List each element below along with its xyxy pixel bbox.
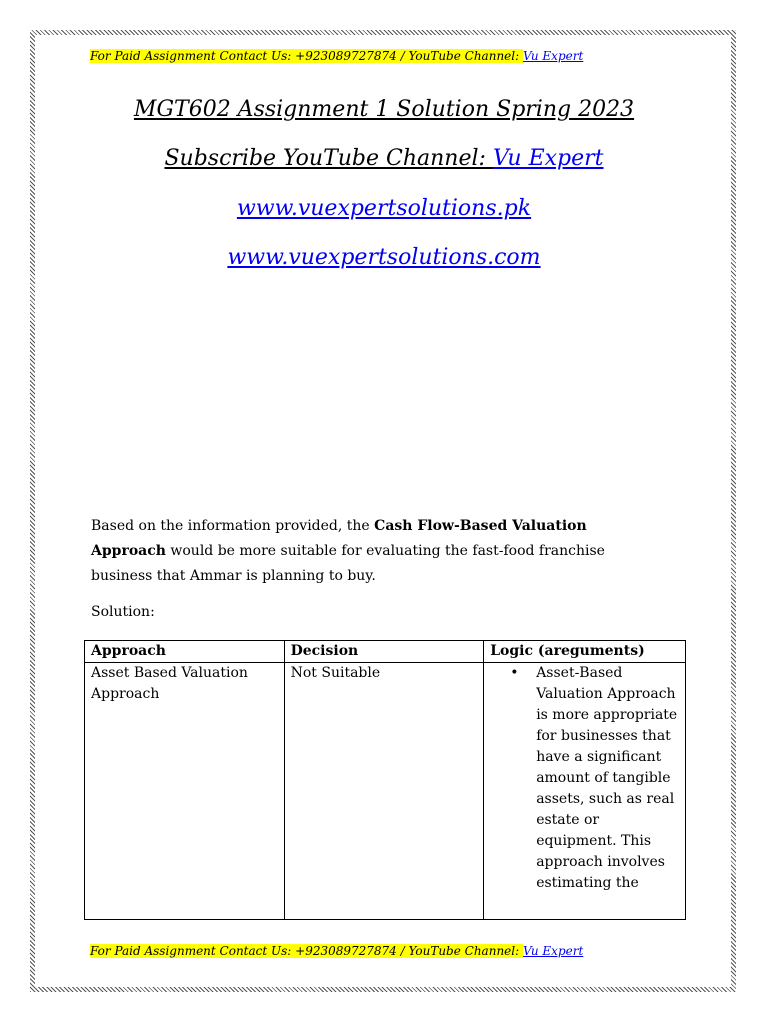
intro-text-after: would be more suitable for evaluating the fast-food franchise business that Ammar is planning to buy. (91, 543, 605, 584)
cell-decision: Not Suitable (284, 663, 484, 920)
promo-highlight-text: For Paid Assignment Contact Us: +923089727874 / YouTube Channel: (90, 49, 523, 63)
footer-promo-highlight-text: For Paid Assignment Contact Us: +923089727874 / YouTube Channel: (90, 944, 523, 958)
header-approach: Approach (85, 641, 285, 663)
footer-promo (90, 942, 583, 960)
bullet-icon: • (510, 665, 519, 681)
footer-youtube-link[interactable]: Vu Expert (522, 944, 584, 958)
site-line-com (0, 243, 768, 273)
intro-bold-approach: Cash Flow-Based Valuation Approach (91, 518, 587, 559)
intro-text-before: Based on the information provided, the (91, 518, 375, 534)
promo-youtube-link[interactable]: Vu Expert (522, 49, 584, 63)
intro-paragraph (91, 514, 651, 589)
website-pk-link[interactable]: www.vuexpertsolutions.pk (236, 196, 532, 221)
header-promo (90, 47, 583, 65)
cell-logic (484, 663, 686, 920)
cell-approach: Asset Based Valuation Approach (85, 663, 285, 920)
approach-table (84, 640, 686, 920)
document-title: MGT602 Assignment 1 Solution Spring 2023 (133, 97, 635, 122)
website-com-link[interactable]: www.vuexpertsolutions.com (227, 245, 541, 270)
table-header-row (85, 641, 686, 663)
solution-label: Solution: (91, 604, 155, 620)
header-decision: Decision (284, 641, 484, 663)
subscribe-line (0, 144, 768, 174)
table-row (85, 663, 686, 920)
header-logic: Logic (areguments) (484, 641, 686, 663)
logic-text: Asset-Based Valuation Approach is more appropriate for businesses that have a significant amount of tangible assets, such as real estate or equipment. This approach involves estimating the (536, 665, 678, 891)
subscribe-youtube-link[interactable]: Vu Expert (492, 146, 604, 171)
site-line-pk (0, 194, 768, 224)
subscribe-prefix: Subscribe YouTube Channel: (164, 146, 493, 171)
